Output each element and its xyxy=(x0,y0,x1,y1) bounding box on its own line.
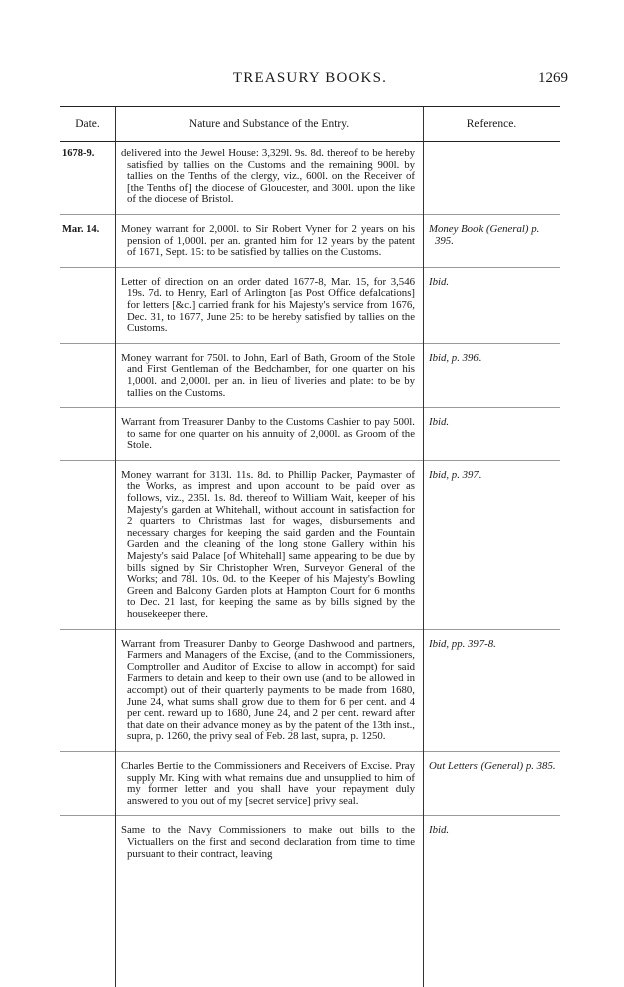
row-divider xyxy=(60,214,560,215)
row-divider xyxy=(60,751,560,752)
entry-date xyxy=(60,353,115,399)
entry-date xyxy=(60,417,115,452)
entry-text: Money warrant for 2,000l. to Sir Robert Vyner for 2 years on his pension of 1,000l. per an. granted him for 12 years by the patent of 1671, Sept. 15: to be satisfied by tallies on the Customs. xyxy=(121,222,415,259)
entry-reference: Ibid, p. 397. xyxy=(429,468,482,481)
entry-date xyxy=(60,825,115,860)
entry-text: Same to the Navy Commissioners to make out bills to the Victuallers on the first and second declaration from time to time pursuant to their contract, leaving xyxy=(121,824,415,860)
entry-text: Warrant from Treasurer Danby to the Customs Cashier to pay 500l. to same for one quarter on his annuity of 2,000l. as Groom of the Stole. xyxy=(121,416,415,452)
table-row xyxy=(60,277,560,335)
entry-text: Charles Bertie to the Commissioners and Receivers of Excise. Pray supply Mr. King with what remains due and unsupplied to him of my former letter and you shall have your repayment duly answered to you out of my [secret service] privy seal. xyxy=(121,759,415,807)
entry-reference: Out Letters (General) p. 385. xyxy=(429,759,556,772)
entry-date: 1678-9. xyxy=(62,148,95,159)
entry-reference: Money Book (General) p. 395. xyxy=(429,222,540,247)
table-header-row xyxy=(60,107,560,142)
entry-text: delivered into the Jewel House: 3,329l. 9s. 8d. thereof to be hereby satisfied by tallies on the Customs and the remaining 900l. by tallies on the Tenths of the clergy, viz., 600l. on the Receiver of [the Tenths of] the diocese of Gloucester, and 300l. upon the like of the diocese of Bristol. xyxy=(121,147,415,206)
row-divider xyxy=(60,343,560,344)
column-header-nature: Nature and Substance of the Entry. xyxy=(188,118,350,130)
row-divider xyxy=(60,460,560,461)
page-header xyxy=(60,70,568,92)
row-divider xyxy=(60,407,560,408)
column-header-date: Date. xyxy=(75,118,100,130)
entry-text: Letter of direction on an order dated 1677-8, Mar. 15, for 3,546 19s. 7d. to Henry, Earl of Arlington [as Post Office defalcations] for letters [&c.] carried frank for his Majesty's service from 1676, Dec. 31, to 1677, June 25: to be hereby satisfied by tallies on the Customs. xyxy=(121,275,415,335)
table-row xyxy=(60,224,560,259)
entry-text: Money warrant for 750l. to John, Earl of Bath, Groom of the Stole and First Gentleman of the Bedchamber, for one quarter on his 1,000l. and 2,000l. per an. in lieu of liveries and plate: to be by tallies on the Customs. xyxy=(121,351,415,399)
entry-reference: Ibid, pp. 397-8. xyxy=(429,637,496,650)
entry-reference: Ibid. xyxy=(429,275,450,288)
table-row xyxy=(60,353,560,399)
table-row xyxy=(60,417,560,452)
table-row xyxy=(60,639,560,743)
page-title: TREASURY BOOKS. xyxy=(232,70,388,86)
table-row xyxy=(60,761,560,807)
entry-date: Mar. 14. xyxy=(62,223,100,235)
row-divider xyxy=(60,267,560,268)
table-row xyxy=(60,470,560,621)
entry-reference: Ibid. xyxy=(429,416,450,429)
entry-date xyxy=(60,470,115,621)
row-divider xyxy=(60,629,560,630)
column-header-reference: Reference. xyxy=(466,118,517,130)
entry-text: Warrant from Treasurer Danby to George Dashwood and partners, Farmers and Managers of the Excise, (and to the Commissioners, Comptroller and Auditor of Excise to allow in accompt) for said Farmers to detain and keep to their own use (and to be allowed in accompt) out of their quarterly payments to be made from 1680, June 24, what sums shall grow due to them for 6 per cent. and 4 per cent. reward up to 1680, June 24, and 2 per cent. reward after that date on their advance money as by the patent of the 13th inst., supra, p. 1260, the privy seal of Feb. 28 last, supra, p. 1250. xyxy=(121,637,415,743)
entry-date xyxy=(60,761,115,807)
entry-text: Money warrant for 313l. 11s. 8d. to Phillip Packer, Paymaster of the Works, as imprest and upon account to be paid over as follows, viz., 235l. 1s. 8d. thereof to William Wait, keeper of his Majesty's garden at Whitehall, without account in satisfaction for 2 quarters to Christmas last for wages, disbursements and necessary charges for keeping the said garden and the Fountain Garden and the cleaning of the long stone Gallery within his Majesty's said Palace [of Whitehall] same appearing to be due by bills signed by Sir Christopher Wren, Surveyor General of the Works; and 78l. 10s. 0d. to the Keeper of his Majesty's Bowling Green and Balcony Garden plots at Hampton Court for 6 months to Dec. 21 last, for keeping the same as by bills signed by the housekeeper there. xyxy=(121,468,415,620)
entries-table xyxy=(60,106,560,860)
table-row xyxy=(60,148,560,206)
entry-reference: Ibid. xyxy=(429,824,450,837)
entry-date xyxy=(60,277,115,335)
entry-reference: Ibid, p. 396. xyxy=(429,351,482,364)
row-divider xyxy=(60,815,560,816)
page-number: 1269 xyxy=(538,70,568,86)
table-row xyxy=(60,825,560,860)
entry-date xyxy=(60,639,115,743)
